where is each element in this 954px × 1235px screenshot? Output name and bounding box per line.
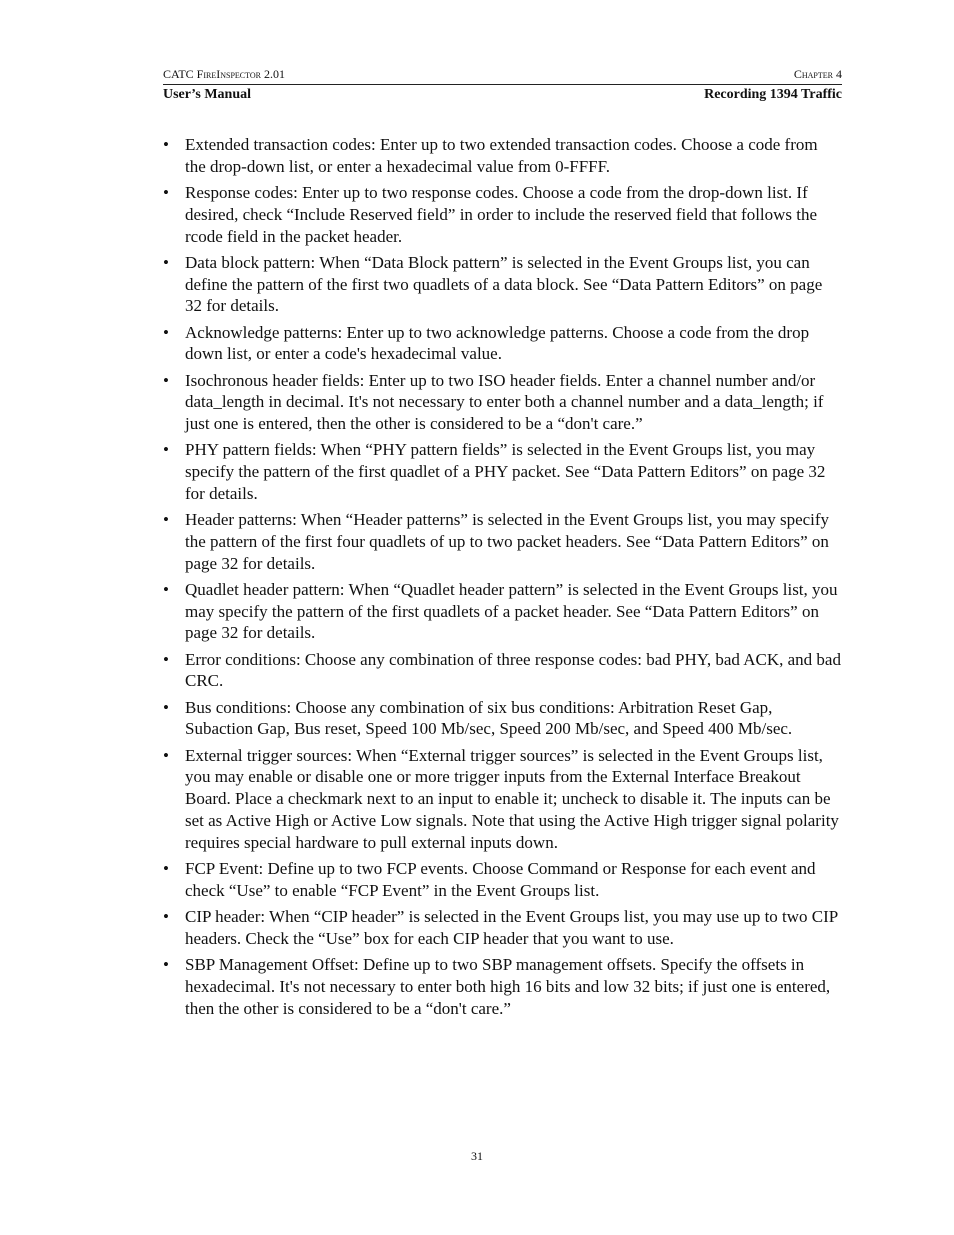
list-item-text: Header patterns: When “Header patterns” is selected in the Event Groups list, you may specify the pattern of the first four quadlets of up to two packet headers. See “Data Pattern Editors” on page 32 for details.	[185, 510, 830, 573]
list-item-text: CIP header: When “CIP header” is selected in the Event Groups list, you may use up to two CIP headers. Check the “Use” box for each CIP header that you want to use.	[185, 906, 838, 948]
list-item	[163, 439, 842, 504]
bullet-glyph: •	[163, 252, 169, 272]
list-item-text: Data block pattern: When “Data Block pattern” is selected in the Event Groups list, you can define the pattern of the first two quadlets of a data block. See “Data Pattern Editors” on page 32 for details.	[185, 252, 823, 316]
list-item-text: FCP Event: Define up to two FCP events. Choose Command or Response for each event and check “Use” to enable “FCP Event” in the Event Groups list.	[185, 859, 816, 900]
bullet-glyph: •	[163, 510, 169, 530]
list-item-text: SBP Management Offset: Define up to two SBP management offsets. Specify the offsets in hexadecimal. It's not necessary to enter both high 16 bits and low 32 bits; if just one is entered, then the other is considered to be a “don't care.”	[185, 954, 831, 1018]
list-item	[163, 370, 842, 435]
header-top-row	[163, 66, 842, 85]
manual-title: User’s Manual	[163, 87, 252, 102]
product-title: CATC FireInspector 2.01	[163, 67, 285, 81]
chapter-label: Chapter 4	[793, 67, 842, 81]
list-item-text: Quadlet header pattern: When “Quadlet header pattern” is selected in the Event Groups list, you may specify the pattern of the first quadlets of a packet header. See “Data Pattern Editors” on page 32 for details.	[185, 579, 838, 643]
bullet-glyph: •	[163, 906, 169, 926]
bullet-glyph: •	[163, 135, 169, 154]
list-item-text: Isochronous header fields: Enter up to two ISO header fields. Enter a channel number and/or data_length in decimal. It's not necessary to enter both a channel number and a data_length; if just one is entered, then the other is considered to be a “don't care.”	[185, 370, 824, 434]
list-item	[163, 509, 842, 574]
list-item	[163, 182, 842, 247]
bullet-glyph: •	[163, 579, 169, 599]
page-body	[163, 134, 842, 1024]
bullet-glyph: •	[163, 322, 169, 342]
bullet-glyph: •	[163, 370, 169, 390]
bullet-list	[163, 134, 842, 1019]
list-item-text: PHY pattern fields: When “PHY pattern fields” is selected in the Event Groups list, you may specify the pattern of the first quadlet of a PHY packet. See “Data Pattern Editors” on page 32 for details.	[185, 440, 826, 503]
bullet-glyph: •	[163, 440, 169, 460]
header-bottom-row	[163, 85, 842, 103]
list-item-text: Error conditions: Choose any combination of three response codes: bad PHY, bad ACK, and bad CRC.	[185, 649, 841, 691]
list-item	[163, 858, 842, 902]
list-item	[163, 697, 842, 741]
list-item-text: External trigger sources: When “External trigger sources” is selected in the Event Groups list, you may enable or disable one or more trigger inputs from the External Interface Breakout Board. Place a checkmark next to an input to enable it; uncheck to disable it. The inputs can be set as Active High or Active Low signals. Note that using the Active High trigger signal polarity requires special hardware to pull external inputs down.	[185, 745, 839, 852]
page-number: 31	[471, 1149, 483, 1163]
list-item-text: Bus conditions: Choose any combination of six bus conditions: Arbitration Reset Gap, Subaction Gap, Bus reset, Speed 100 Mb/sec, Speed 200 Mb/sec, and Speed 400 Mb/sec.	[185, 697, 793, 739]
list-item	[163, 322, 842, 366]
list-item-text: Acknowledge patterns: Enter up to two acknowledge patterns. Choose a code from the drop down list, or enter a code's hexadecimal value.	[185, 322, 810, 364]
list-item	[163, 649, 842, 693]
list-item-text: Response codes: Enter up to two response codes. Choose a code from the drop-down list. If desired, check “Include Reserved field” in order to include the reserved field that follows the rcode field in the packet header.	[185, 182, 818, 246]
list-item	[163, 745, 842, 854]
list-item	[163, 134, 842, 178]
bullet-glyph: •	[163, 182, 169, 202]
bullet-glyph: •	[163, 697, 169, 717]
list-item-text: Extended transaction codes: Enter up to two extended transaction codes. Choose a code from the drop-down list, or enter a hexadecimal value from 0-FFFF.	[185, 135, 818, 176]
bullet-glyph: •	[163, 649, 169, 669]
page-header	[163, 66, 842, 103]
list-item	[163, 579, 842, 644]
page-footer	[0, 1149, 954, 1164]
list-item	[163, 252, 842, 317]
bullet-glyph: •	[163, 745, 169, 765]
bullet-glyph: •	[163, 954, 169, 974]
list-item	[163, 954, 842, 1019]
list-item	[163, 906, 842, 950]
bullet-glyph: •	[163, 859, 169, 878]
section-title: Recording 1394 Traffic	[704, 87, 842, 102]
